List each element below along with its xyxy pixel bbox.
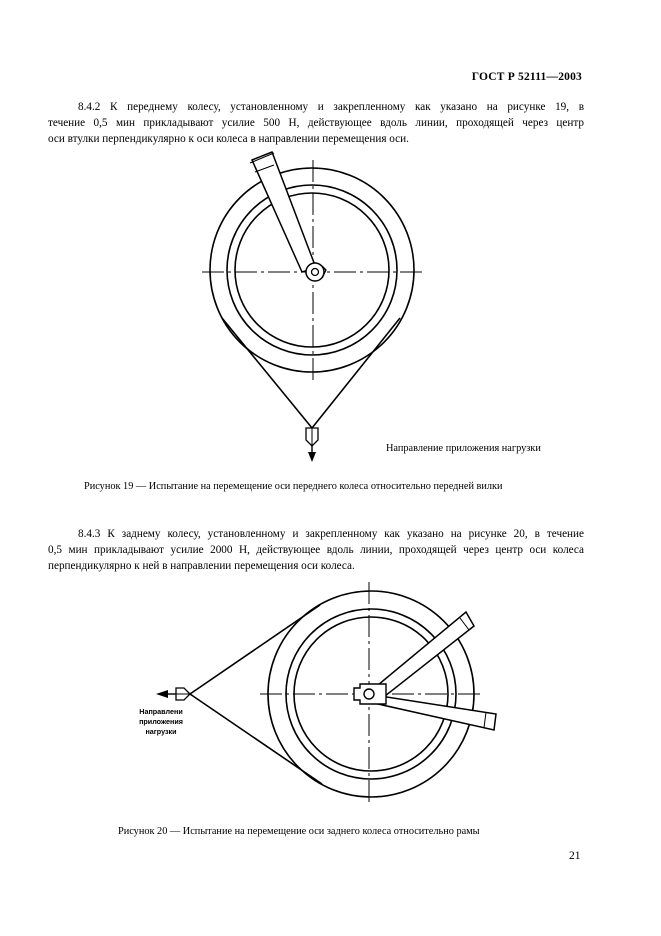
figure-19-caption: Рисунок 19 — Испытание на перемещение оси переднего колеса относительно передней вилки	[84, 481, 503, 492]
figure-20-caption: Рисунок 20 — Испытание на перемещение оси заднего колеса относительно рамы	[118, 826, 480, 837]
rear-load-cable-top	[190, 605, 320, 694]
paragraph-line: перпендикулярно к ней в направлении перемещения оси колеса.	[48, 560, 355, 572]
rear-frame-lower-tube	[378, 696, 496, 730]
paragraph-line: 0,5 мин прикладывают усилие 2000 Н, действующее вдоль линии, проходящей через центр оси колеса	[48, 544, 584, 556]
paragraph-line: оси втулки перпендикулярно к оси колеса в направлении перемещения оси.	[48, 133, 409, 145]
paragraph-line: 8.4.3 К заднему колесу, установленному и закрепленному как указано на рисунке 20, в течение	[78, 528, 584, 540]
rear-frame-upper-tube	[372, 612, 474, 700]
rear-load-cable-bottom	[190, 694, 322, 784]
figure-20-load-label: Направлени приложения нагрузки	[139, 707, 183, 736]
page-header: ГОСТ Р 52111—2003	[471, 71, 582, 83]
paragraph-line: 8.4.2 К переднему колесу, установленному и закрепленному как указано на рисунке 19, в	[78, 101, 584, 113]
figure-19-load-label: Направление приложения нагрузки	[386, 443, 541, 454]
rear-axle	[364, 689, 374, 699]
page-number: 21	[569, 850, 581, 862]
paragraph-line: течение 0,5 мин прикладывают усилие 500 Н, действующее вдоль линии, проходящей через центр	[48, 117, 584, 129]
